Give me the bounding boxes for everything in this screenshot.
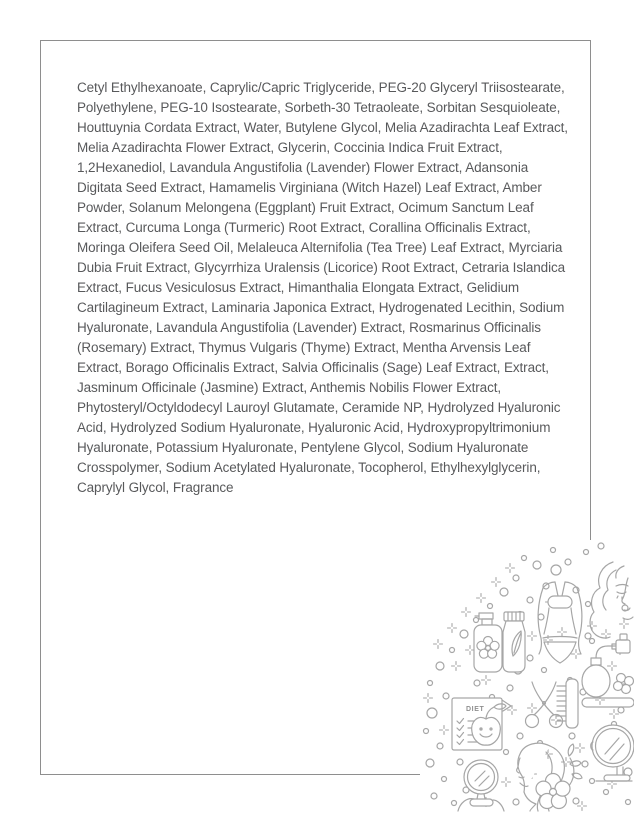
perfume-atomizer-icon — [582, 634, 634, 707]
flower-icon — [536, 774, 570, 809]
diet-label: DIET — [466, 706, 485, 713]
beauty-icons-illustration — [420, 540, 634, 816]
beauty-illustration — [420, 540, 634, 816]
vanity-mirror-icon — [591, 725, 634, 781]
female-face-icon — [590, 562, 633, 638]
hand-mirror-icon — [458, 760, 504, 811]
female-body-icon — [538, 582, 582, 663]
ingredients-text: Cetyl Ethylhexanoate, Caprylic/Capric Triglyceride, PEG-20 Glyceryl Triisostearate, Polyethylene, PEG-10 Isostearate, Sorbeth-30 Tetraoleate, Sorbitan Sesquioleate, Houttuynia Cordata Extract, Water, Butylene Glycol, Melia Azadirachta Leaf Extract, Melia Azadirachta Flower Extract, Glycerin, Coccinia Indica Fruit Extract, 1,2Hexanediol, Lavandula Angustifolia (Lavender) Flower Extract, Adansonia Digitata Seed Extract, Hamamelis Virginiana (Witch Hazel) Leaf Extract, Amber Powder, Solanum Melongena (Eggplant) Fruit Extract, Ocimum Sanctum Leaf Extract, Curcuma Longa (Turmeric) Root Extract, Corallina Officinalis Extract, Moringa Oleifera Seed Oil, Melaleuca Alternifolia (Tea Tree) Leaf Extract, Myrciaria Dubia Fruit Extract, Glycyrrhiza Uralensis (Licorice) Root Extract, Cetraria Islandica Extract, Fucus Vesiculosus Extract, Himanthalia Elongata Extract, Gelidium Cartilagineum Extract, Laminaria Japonica Extract, Hydrogenated Lecithin, Sodium Hyaluronate, Lavandula Angustifolia (Lavender) Extract, Rosmarinus Officinalis (Rosemary) Extract, Thymus Vulgaris (Thyme) Extract, Mentha Arvensis Leaf Extract, Borago Officinalis Extract, Salvia Officinalis (Sage) Leaf Extract, Extract, Jasminum Officinale (Jasmine) Extract, Anthemis Nobilis Flower Extract, Phytosteryl/Octyldodecyl Lauroyl Glutamate, Ceramide NP, Hydrolyzed Hyaluronic Acid, Hydrolyzed Sodium Hyaluronate, Hyaluronic Acid, Hydroxypropyltrimonium Hyaluronate, Potassium Hyaluronate, Pentylene Glycol, Sodium Hyaluronate Crosspolymer, Sodium Acetylated Hyaluronate, Tocopherol, Ethylhexylglycerin, Caprylyl Glycol, Fragrance — [77, 80, 568, 495]
cosmetics-bottles-icon — [474, 612, 525, 672]
woman-hair-flower-icon — [517, 743, 582, 811]
comb-icon — [557, 679, 578, 728]
